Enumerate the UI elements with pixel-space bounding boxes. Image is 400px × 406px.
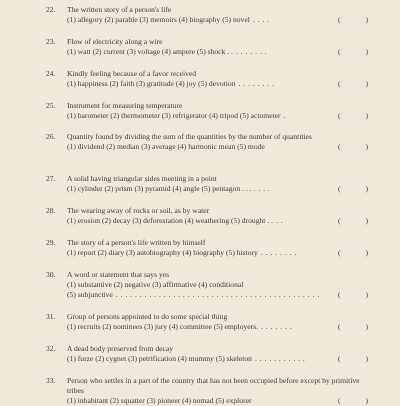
question-number: 27. [46, 174, 56, 183]
dot-leader: . . . . . . . . [260, 248, 297, 257]
answer-blank-open: ( [338, 248, 341, 257]
answer-blank-open: ( [338, 15, 341, 24]
question-29 [46, 238, 368, 258]
answer-blank-close: ) [365, 79, 368, 88]
question-number: 25. [46, 101, 56, 110]
question-number: 24. [46, 69, 56, 78]
answer-options: (1) inhabitant (2) squatter (3) pioneer (4) nomad (5) explorer [67, 396, 252, 405]
question-27 [46, 174, 368, 194]
answer-blank-close: ) [365, 216, 368, 225]
answer-blank[interactable] [338, 354, 368, 364]
answer-blank-close: ) [365, 142, 368, 151]
question-30 [46, 270, 368, 300]
question-stem: Kindly feeling because of a favor received [67, 69, 197, 78]
question-25 [46, 101, 368, 121]
question-number: 23. [46, 37, 56, 46]
question-23 [46, 37, 368, 57]
question-stem: The written story of a person's life [67, 5, 172, 14]
question-stem: Person who settles in a part of the country that has not been occupied before except by primitive tribes [67, 376, 360, 395]
question-26 [46, 132, 368, 152]
answer-blank[interactable] [338, 396, 368, 406]
question-22 [46, 5, 368, 25]
question-number: 28. [46, 206, 56, 215]
answer-options-line-1: (1) substantive (2) negative (3) affirmative (4) conditional [67, 280, 244, 289]
question-number: 30. [46, 270, 56, 279]
answer-options: (1) dividend (2) median (3) average (4) harmonic mean (5) mode [67, 142, 265, 151]
answer-blank[interactable] [338, 15, 368, 25]
answer-options: (1) allegory (2) parable (3) memoirs (4) biography (5) novel [67, 15, 250, 24]
answer-blank-close: ) [365, 396, 368, 405]
answer-blank-open: ( [338, 354, 341, 363]
answer-blank[interactable] [338, 47, 368, 57]
answer-blank[interactable] [338, 216, 368, 226]
question-28 [46, 206, 368, 226]
question-31 [46, 312, 368, 332]
answer-blank[interactable] [338, 111, 368, 121]
answer-blank-open: ( [338, 79, 341, 88]
question-stem: A dead body preserved from decay [67, 344, 174, 353]
answer-blank-close: ) [365, 290, 368, 299]
question-number: 22. [46, 5, 56, 14]
answer-options: (1) furze (2) cygnet (3) petrification (4) mummy (5) skeleton [67, 354, 252, 363]
dot-leader: . . . . . . . [235, 47, 268, 56]
question-number: 31. [46, 312, 56, 321]
question-number: 26. [46, 132, 56, 141]
question-stem: Quantity found by dividing the sum of the quantities by the number of quantities [67, 132, 312, 141]
answer-blank-close: ) [365, 322, 368, 331]
answer-blank-open: ( [338, 290, 341, 299]
answer-blank-close: ) [365, 47, 368, 56]
answer-blank[interactable] [338, 290, 368, 300]
dot-leader: . . . . [252, 15, 270, 24]
question-stem: Instrument for measuring temperature [67, 101, 183, 110]
question-24 [46, 69, 368, 89]
question-number: 33. [46, 376, 56, 385]
dot-leader: . . . . . . . . [238, 79, 275, 88]
answer-blank-open: ( [338, 396, 341, 405]
question-number: 29. [46, 238, 56, 247]
question-33 [46, 376, 368, 406]
answer-blank-close: ) [365, 354, 368, 363]
answer-options: (1) barometer (2) thermometer (3) refrigerator (4) tripod (5) actometer [67, 111, 281, 120]
answer-options: (1) watt (2) current (3) voltage (4) ampere (5) shock . . [67, 47, 233, 56]
question-32 [46, 344, 368, 364]
answer-blank[interactable] [338, 79, 368, 89]
answer-blank-open: ( [338, 142, 341, 151]
dot-leader: . . . . . . . [261, 322, 293, 331]
dot-leader: . . . . . . . . . . . [254, 354, 306, 363]
dot-leader: . . [276, 216, 284, 225]
answer-options: (1) erosion (2) decay (3) deforestation (4) weathering (5) drought . . [67, 216, 274, 225]
question-stem: A solid having triangular sides meeting in a point [67, 174, 217, 183]
answer-blank[interactable] [338, 248, 368, 258]
answer-blank[interactable] [338, 184, 368, 194]
answer-blank[interactable] [338, 142, 368, 152]
answer-blank[interactable] [338, 322, 368, 332]
question-stem: A word or statement that says yes [67, 270, 170, 279]
answer-blank-close: ) [365, 248, 368, 257]
question-number: 32. [46, 344, 56, 353]
answer-options: (1) cylinder (2) prism (3) pyramid (4) angle (5) pentagon . . . . [67, 184, 256, 193]
answer-blank-open: ( [338, 47, 341, 56]
question-stem: Flow of electricity along a wire [67, 37, 163, 46]
answer-options: (1) happiness (2) faith (3) gratitude (4) joy (5) devotion [67, 79, 236, 88]
answer-blank-close: ) [365, 184, 368, 193]
question-stem: The wearing away of rocks or soil, as by water [67, 206, 210, 215]
answer-blank-open: ( [338, 184, 341, 193]
answer-blank-open: ( [338, 216, 341, 225]
answer-options: (1) report (2) diary (3) autobiography (4) biography (5) history [67, 248, 258, 257]
dot-leader: . . . [258, 184, 271, 193]
question-stem: Group of persons appointed to do some special thing [67, 312, 228, 321]
answer-options: (1) recruits (2) nominees (3) jury (4) committee (5) employers. [67, 322, 259, 331]
answer-blank-close: ) [365, 15, 368, 24]
answer-blank-open: ( [338, 111, 341, 120]
answer-options: (5) subjunctive [67, 290, 113, 299]
question-stem: The story of a person's life written by himself [67, 238, 206, 247]
dot-leader: . . . . . . . . . . . . . . . . . . . . . . . . . . . . . . . . . . . . . . . . . . . [115, 290, 320, 299]
answer-blank-close: ) [365, 111, 368, 120]
dot-leader: . [283, 111, 286, 120]
answer-blank-open: ( [338, 322, 341, 331]
